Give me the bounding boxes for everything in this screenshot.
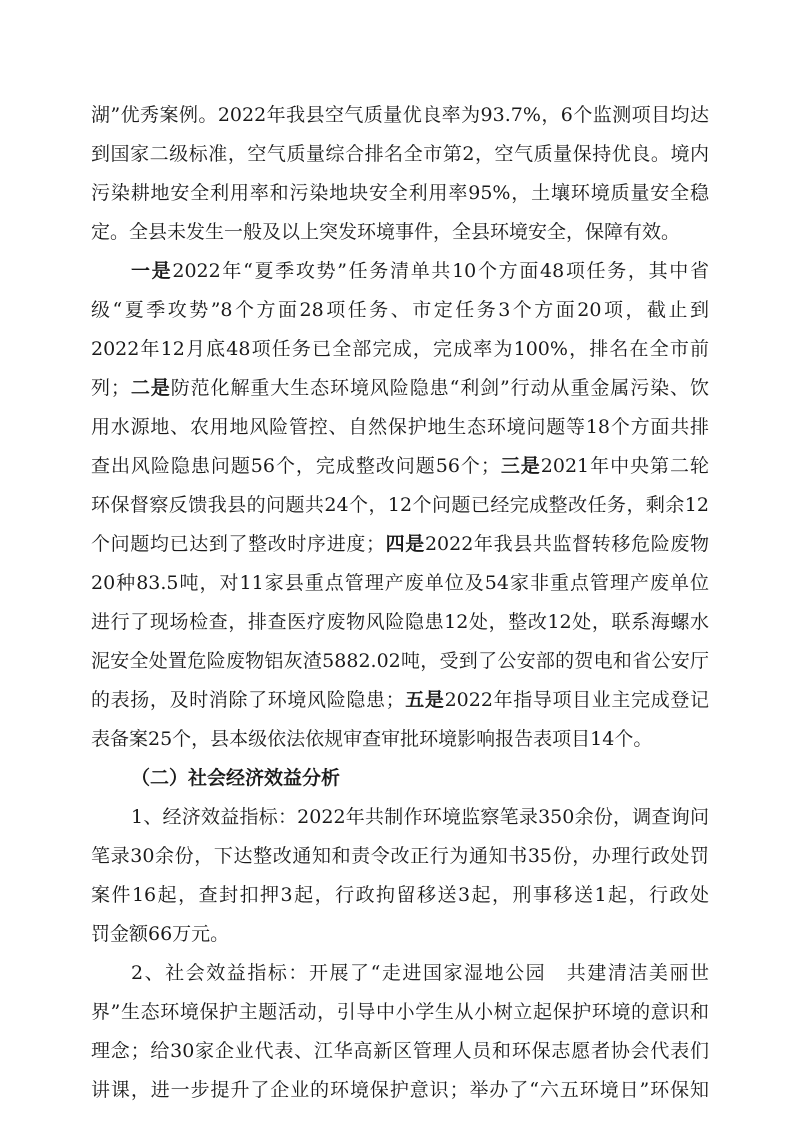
text-line	[91, 370, 709, 406]
text-line: 环保督察反馈我县的问题共24个，12个问题已经完成整改任务，剩余12	[91, 494, 709, 516]
text-line: 1、经济效益指标：2022年共制作环境监察笔录350余份，调查询问	[131, 806, 709, 828]
text-line: 理念；给30家企业代表、江华高新区管理人员和环保志愿者协会代表们	[91, 1040, 709, 1062]
text-run: 2022年“夏季攻势”任务清单共10个方面48项任务，其中省	[172, 260, 709, 282]
bold-marker: 二是	[129, 377, 171, 399]
text-line: 罚金额66万元。	[91, 923, 230, 945]
text-line: 进行了现场检查，排查医疗废物风险隐患12处，整改12处，联系海螺水	[91, 611, 709, 633]
text-line: 用水源地、农用地风险管控、自然保护地生态环境问题等18个方面共排	[91, 416, 709, 438]
text-run: 查出风险隐患问题56个，完成整改问题56个；	[91, 455, 500, 477]
text-line: 2022年12月底48项任务已全部完成，完成率为100%，排名在全市前	[91, 338, 709, 360]
text-run: 2021年中央第二轮	[540, 455, 709, 477]
text-run: 列；	[91, 377, 130, 399]
text-line: 2、社会效益指标：开展了“走进国家湿地公园 共建清洁美丽世	[131, 962, 709, 984]
text-line: 笔录30余份，下达整改通知和责令改正行为通知书35份，办理行政处罚	[91, 845, 709, 867]
text-line: 到国家二级标准，空气质量综合排名全市第2，空气质量保持优良。境内	[91, 143, 709, 165]
text-line: 案件16起，查封扣押3起，行政拘留移送3起，刑事移送1起，行政处	[91, 884, 709, 906]
text-run: 的表扬，及时消除了环境风险隐患；	[91, 689, 405, 711]
text-line: 泥安全处置危险废物铝灰渣5882.02吨，受到了公安部的贺电和省公安厅	[91, 650, 709, 672]
text-line: 讲课，进一步提升了企业的环境保护意识；举办了“六五环境日”环保知	[91, 1079, 709, 1101]
text-line	[91, 526, 709, 562]
text-line: 定。全县未发生一般及以上突发环境事件，全县环境安全，保障有效。	[91, 221, 681, 243]
text-line	[131, 253, 709, 289]
text-line: 湖”优秀案例。2022年我县空气质量优良率为93.7%，6个监测项目均达	[91, 104, 709, 126]
bold-marker: 四是	[385, 533, 425, 555]
text-line: 表备案25个，县本级依法依规审查审批环境影响报告表项目14个。	[91, 728, 653, 750]
bold-marker: 五是	[404, 689, 445, 711]
text-line	[91, 682, 709, 718]
bold-marker: 三是	[499, 455, 541, 477]
text-line: 污染耕地安全利用率和污染地块安全利用率95%，土壤环境质量安全稳	[91, 182, 709, 204]
text-run: 个问题均已达到了整改时序进度；	[91, 533, 385, 555]
text-run: 2022年指导项目业主完成登记	[444, 689, 709, 711]
text-line	[91, 448, 709, 484]
text-line: 20种83.5吨，对11家县重点管理产废单位及54家非重点管理产废单位	[91, 572, 709, 594]
section-heading: （二）社会经济效益分析	[131, 767, 341, 789]
text-run: 2022年我县共监督转移危险废物	[424, 533, 709, 555]
text-line: 级“夏季攻势”8个方面28项任务、市定任务3个方面20项，截止到	[91, 299, 709, 321]
text-run: 防范化解重大生态环境风险隐患“利剑”行动从重金属污染、饮	[170, 377, 709, 399]
bold-marker: 一是	[131, 260, 173, 282]
text-line: 界”生态环境保护主题活动，引导中小学生从小树立起保护环境的意识和	[91, 1001, 709, 1023]
